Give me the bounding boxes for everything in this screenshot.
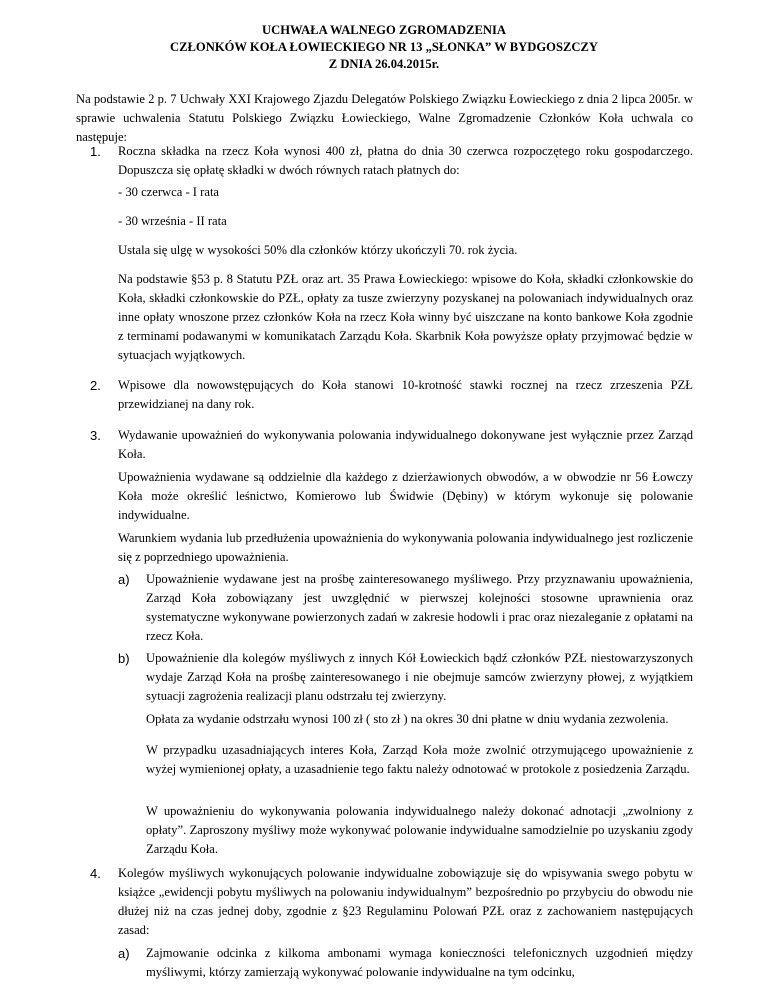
item-text: Wydawanie upoważnień do wykonywania polowania indywidualnego dokonywane jest wyłącznie przez Zarząd Koła. — [118, 428, 693, 461]
item-text: Wpisowe dla nowowstępujących do Koła stanowi 10-krotność stawki rocznej na rzecz zrzeszenia PZŁ przewidzianej na dany rok. — [118, 378, 693, 411]
sub-item-label: b) — [118, 651, 130, 666]
document-title-line-2: CZŁONKÓW KOŁA ŁOWIECKIEGO NR 13 „SŁONKA” W BYDGOSZCZY — [170, 40, 598, 54]
sub-item-text: Zajmowanie odcinka z kilkoma ambonami wymaga konieczności telefonicznych uzgodnień między myśliwymi, którzy zamierzają wykonywać polowanie indywidualne na tym odcinku, — [146, 946, 693, 979]
sub-item-paragraph: W przypadku uzasadniających interes Koła, Zarząd Koła może zwolnić otrzymującego upoważnienie z wyżej wymienionej opłaty, a uzasadnienie tego faktu należy odnotować w protokole z posiedzenia Zarządu. — [146, 743, 693, 776]
item-paragraph: - 30 czerwca - I rata — [118, 185, 220, 199]
item-paragraph: - 30 września - II rata — [118, 214, 227, 228]
sub-item-text: Upoważnienie dla kolegów myśliwych z innych Kół Łowieckich bądź członków PZŁ niestowarzyszonych wydaje Zarząd Koła na prośbę zainteresowanego i nie obejmuje samców zwierzyny płowej, z wyjątkiem sytuacji zagrożenia realizacji planu odstrzału tej zwierzyny. — [146, 651, 693, 703]
sub-item-paragraph: Opłata za wydanie odstrzału wynosi 100 zł ( sto zł ) na okres 30 dni płatne w dniu wydania zezwolenia. — [146, 712, 669, 726]
sub-item-paragraph: W upoważnieniu do wykonywania polowania indywidualnego należy dokonać adnotacji „zwolniony z opłaty”. Zaproszony myśliwy może wykonywać polowanie indywidualne samodzielnie po uzyskaniu zgody Zarządu Koła. — [146, 804, 693, 856]
item-paragraph: Na podstawie §53 p. 8 Statutu PZŁ oraz art. 35 Prawa Łowieckiego: wpisowe do Koła, składki członkowskie do Koła, składki członkowskie do PZŁ, opłaty za tusze zwierzyny pozyskanej na polowaniach indywidualnych oraz inne opłaty wnoszone przez członków Koła na rzecz Koła winny być uiszczane na konto bankowe Koła zgodnie z terminami podawanymi w komunikatach Zarządu Koła. Skarbnik Koła powyższe opłaty przyjmować będzie w sytuacjach wyjątkowych. — [118, 272, 693, 362]
item-number: 4. — [90, 866, 101, 881]
sub-item-label: a) — [118, 572, 130, 587]
sub-item-text: Upoważnienie wydawane jest na prośbę zainteresowanego myśliwego. Przy przyznawaniu upoważnienia, Zarząd Koła zobowiązany jest uwzględnić w pierwszej kolejności stosowne uprawnienia oraz systematyczne wykonywane powierzonych zadań w zakresie hodowli i prac oraz niezaleganie z opłatami na rzecz Koła. — [146, 572, 693, 643]
document-title-line-3: Z DNIA 26.04.2015r. — [328, 57, 440, 71]
document-title-line-1: UCHWAŁA WALNEGO ZGROMADZENIA — [262, 23, 506, 37]
item-number: 3. — [90, 428, 101, 443]
item-text: Kolegów myśliwych wykonujących polowanie indywidualne zobowiązuje się do wpisywania swego pobytu w książce „ewidencji pobytu myśliwych na polowaniu indywidualnym” bezpośrednio po przybyciu do obwodu nie dłużej niż na czas jednej doby, zgodnie z §23 Regulaminu Polowań PZŁ oraz z zachowaniem następujących zasad: — [118, 866, 693, 937]
item-paragraph: Ustala się ulgę w wysokości 50% dla członków którzy ukończyli 70. rok życia. — [118, 243, 518, 257]
sub-item-label: a) — [118, 946, 130, 961]
item-paragraph: Upoważnienia wydawane są oddzielnie dla każdego z dzierżawionych obwodów, a w obwodzie nr 56 Łowczy Koła może określić leśnictwo, Komierowo lub Świdwie (Dębiny) w którym wykonuje się polowanie indywidualne. — [118, 470, 693, 522]
intro-paragraph: Na podstawie 2 p. 7 Uchwały XXI Krajowego Zjazdu Delegatów Polskiego Związku Łowieckiego z dnia 2 lipca 2005r. w sprawie uchwalenia Statutu Polskiego Związku Łowieckiego, Walne Zgromadzenie Członków Koła uchwala co następuje: — [76, 92, 693, 144]
item-paragraph: Warunkiem wydania lub przedłużenia upoważnienia do wykonywania polowania indywidualnego jest rozliczenie się z poprzedniego upoważnienia. — [118, 531, 693, 564]
item-text: Roczna składka na rzecz Koła wynosi 400 zł, płatna do dnia 30 czerwca rozpoczętego roku gospodarczego. Dopuszcza się opłatę składki w dwóch równych ratach płatnych do: — [118, 144, 693, 177]
item-number: 2. — [90, 378, 101, 393]
item-number: 1. — [90, 144, 101, 159]
